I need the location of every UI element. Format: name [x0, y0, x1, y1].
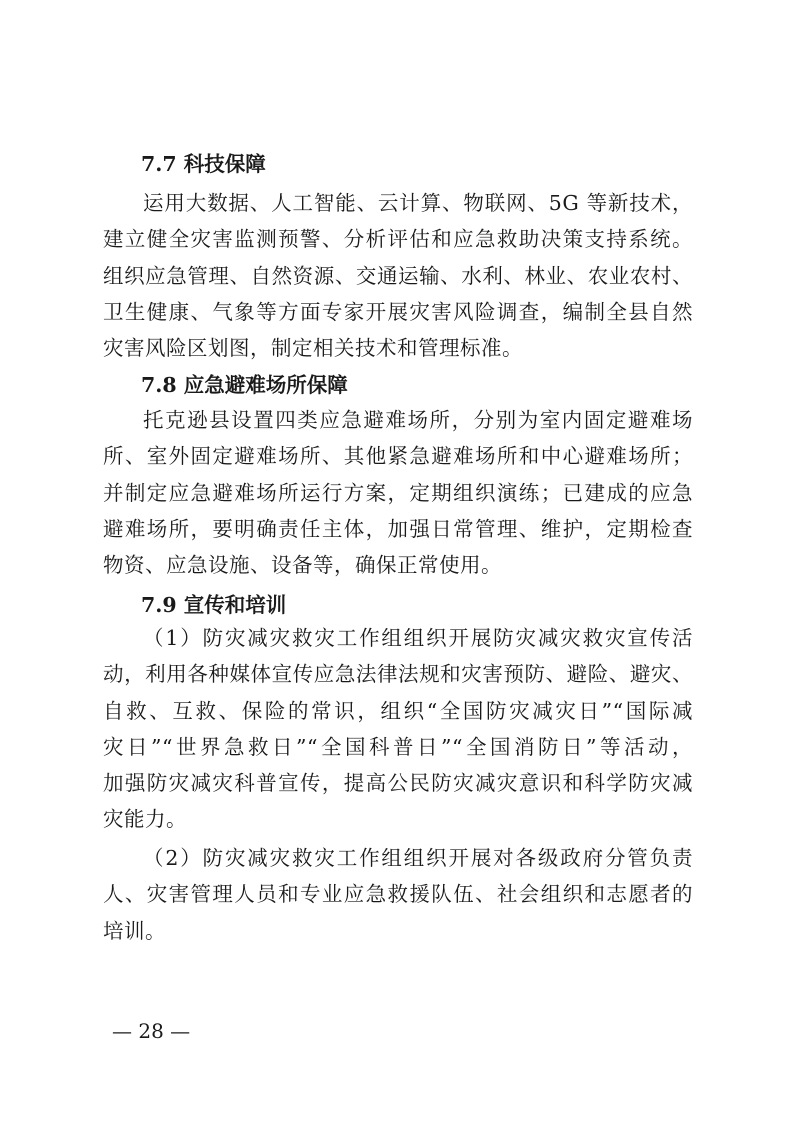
paragraph-line: 组织应急管理、自然资源、交通运输、水利、林业、农业农村、: [103, 263, 693, 288]
paragraph-7-8: [103, 402, 693, 583]
page-number: — 28 —: [112, 1019, 191, 1043]
section-heading-7-8: 7.8 应急避难场所保障: [141, 373, 348, 397]
paragraph-line: 加强防灾减灾科普宣传，提高公民防灾减灾意识和科学防灾减: [103, 771, 693, 796]
paragraph-line: 物资、应急设施、设备等，确保正常使用。: [103, 553, 502, 578]
paragraph-line: 并制定应急避难场所运行方案，定期组织演练；已建成的应急: [103, 480, 693, 505]
paragraph-line: 避难场所，要明确责任主体，加强日常管理、维护，定期检查: [103, 516, 693, 541]
paragraph-line: 培训。: [103, 918, 166, 943]
paragraph-line: 灾日”“世界急救日”“全国科普日”“全国消防日”等活动，: [103, 734, 693, 759]
paragraph-line: 动，利用各种媒体宣传应急法律法规和灾害预防、避险、避灾、: [103, 662, 693, 687]
paragraph-line: 所、室外固定避难场所、其他紧急避难场所和中心避难场所；: [103, 444, 693, 469]
paragraph-7-7: [103, 185, 693, 366]
paragraph-line: 人、灾害管理人员和专业应急救援队伍、社会组织和志愿者的: [103, 882, 693, 907]
paragraph-line: 自救、互救、保险的常识，组织“全国防灾减灾日”“国际减: [103, 698, 693, 723]
paragraph-line: 灾能力。: [103, 807, 187, 832]
paragraph-line: 运用大数据、人工智能、云计算、物联网、5G 等新技术，: [143, 191, 693, 215]
paragraph-line: 建立健全灾害监测预警、分析评估和应急救助决策支持系统。: [103, 227, 693, 252]
paragraph-line: （1）防灾减灾救灾工作组组织开展防灾减灾救灾宣传活: [143, 626, 693, 650]
section-heading-7-7: 7.7 科技保障: [141, 152, 266, 176]
section-heading-7-9: 7.9 宣传和培训: [141, 593, 287, 617]
paragraph-line: 托克逊县设置四类应急避难场所，分别为室内固定避难场: [143, 408, 693, 432]
paragraph-line: （2）防灾减灾救灾工作组组织开展对各级政府分管负责: [143, 846, 693, 870]
paragraph-7-9-2: [103, 840, 693, 949]
paragraph-line: 灾害风险区划图，制定相关技术和管理标准。: [103, 336, 523, 361]
paragraph-7-9-1: [103, 620, 693, 838]
paragraph-line: 卫生健康、气象等方面专家开展灾害风险调查，编制全县自然: [103, 299, 693, 324]
